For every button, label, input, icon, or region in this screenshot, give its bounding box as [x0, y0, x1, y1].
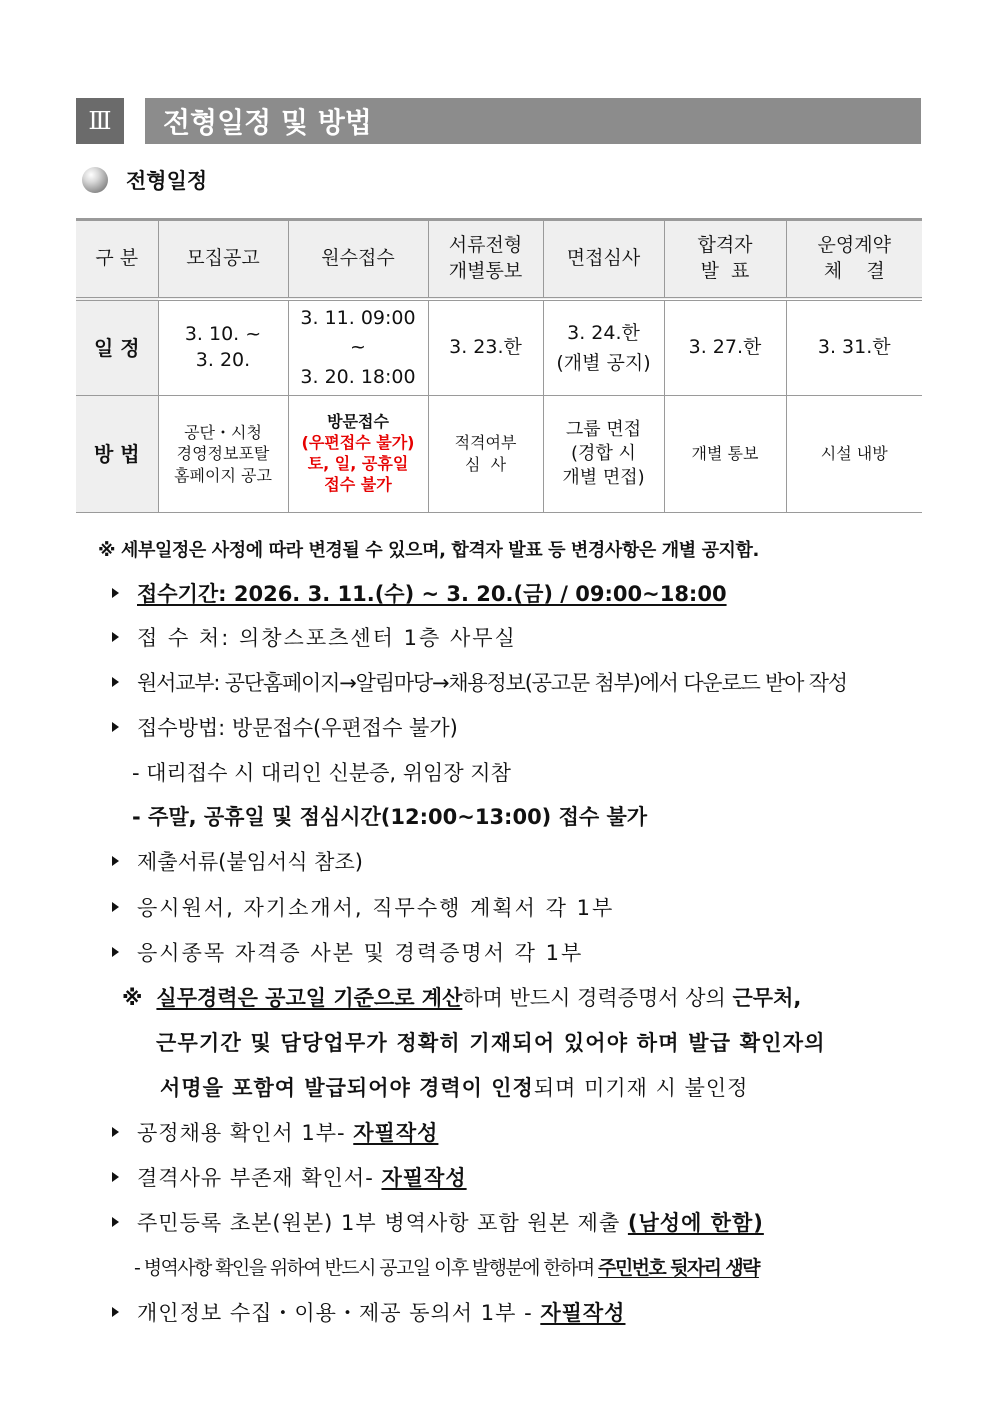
cell-text: 3. 11. 09:00 — [300, 306, 416, 329]
header-document-screening — [428, 220, 543, 300]
note-schedule-change: ※ 세부일정은 사정에 따라 변경될 수 있으며, 합격자 발표 등 변경사항은 개별 공지함. — [98, 540, 759, 561]
note-proxy: - 대리접수 시 대리인 신분증, 위임장 지참 — [132, 761, 511, 785]
note-text: 자필작성 — [381, 1166, 467, 1190]
cell-interview-method — [543, 396, 664, 513]
cell-text: 접수 불가 — [324, 474, 392, 494]
note-text: 공정채용 확인서 1부- — [137, 1121, 354, 1145]
triangle-bullet-icon — [112, 722, 119, 732]
section-number: Ⅲ — [76, 98, 124, 144]
cell-text: 3. 10. ~ — [184, 323, 262, 346]
header-contract-l2: 체 결 — [823, 260, 885, 282]
header-contract-l1: 운영계약 — [817, 234, 891, 257]
note-text: - 병역사항 확인을 위하여 반드시 공고일 이후 발행분에 한하며 — [134, 1257, 599, 1279]
cell-text: 개별 면접) — [562, 467, 645, 489]
triangle-bullet-icon — [112, 1127, 119, 1137]
note-text: 개인정보 수집・이용・제공 동의서 1부 - — [137, 1301, 541, 1325]
cell-application-date — [288, 299, 428, 396]
note-military — [134, 1253, 759, 1280]
header-contract — [786, 220, 922, 300]
cell-interview-date — [543, 299, 664, 396]
note-text: 접수기간: 2026. 3. 11.(수) ~ 3. 20.(금) / 09:00~18:00 — [137, 582, 727, 606]
note-disqualification — [112, 1162, 467, 1192]
cell-text: (개별 공지) — [556, 352, 651, 374]
triangle-bullet-icon — [112, 902, 119, 912]
cell-text: 적격여부 — [454, 433, 517, 453]
cell-text: 심 사 — [464, 455, 507, 474]
note-experience-1 — [122, 982, 801, 1012]
triangle-bullet-icon — [112, 588, 119, 598]
note-application-forms — [112, 892, 614, 922]
note-certificates — [112, 937, 583, 967]
triangle-bullet-icon — [112, 1217, 119, 1227]
note-fair-hiring — [112, 1117, 438, 1147]
note-text: 하며 반드시 경력증명서 상의 — [462, 986, 733, 1010]
subheading-text: 전형일정 — [126, 169, 208, 193]
cell-text: (경합 시 — [571, 442, 636, 464]
note-resident-record — [112, 1207, 764, 1237]
triangle-bullet-icon — [112, 947, 119, 957]
cell-result-method: 개별 통보 — [664, 396, 786, 513]
header-result — [664, 220, 786, 300]
note-privacy-consent — [112, 1297, 625, 1327]
note-text: 접 수 처: 의창스포츠센터 1층 사무실 — [137, 626, 517, 650]
note-documents — [112, 846, 363, 876]
note-text: 되며 미기재 시 불인정 — [533, 1076, 749, 1100]
note-weekend: - 주말, 공휴일 및 점심시간(12:00~13:00) 접수 불가 — [132, 805, 648, 829]
note-form-distribution — [112, 667, 847, 697]
cell-text: 3. 20. 18:00 — [300, 365, 416, 388]
note-text: 응시종목 자격증 사본 및 경력증명서 각 1부 — [137, 941, 584, 965]
note-experience-3 — [160, 1072, 748, 1102]
triangle-bullet-icon — [112, 677, 119, 687]
schedule-table — [76, 218, 922, 513]
table-row-schedule — [76, 299, 922, 396]
note-text: 실무경력은 공고일 기준으로 계산 — [156, 986, 463, 1010]
table-header-row — [76, 220, 922, 300]
header-result-l2: 발 표 — [700, 260, 750, 282]
note-text: 제출서류(붙임서식 참조) — [137, 850, 363, 874]
note-text: 주민번호 뒷자리 생략 — [598, 1257, 759, 1279]
note-text: 결격사유 부존재 확인서- — [137, 1166, 382, 1190]
note-application-method — [112, 712, 458, 742]
note-text: 응시원서, 자기소개서, 직무수행 계획서 각 1부 — [137, 896, 615, 920]
cell-text: ~ — [350, 336, 366, 359]
sphere-bullet-icon — [82, 167, 108, 193]
subheading — [82, 165, 207, 195]
cell-text: 3. 24.한 — [567, 321, 640, 344]
note-text: 원서교부: 공단홈페이지→알림마당→채용정보(공고문 첨부)에서 다운로드 받아 작성 — [137, 671, 847, 695]
triangle-bullet-icon — [112, 632, 119, 642]
section-title: 전형일정 및 방법 — [145, 98, 921, 144]
row-label-schedule: 일 정 — [76, 299, 158, 396]
header-application: 원수접수 — [288, 220, 428, 300]
cell-document-screening-method — [428, 396, 543, 513]
header-category: 구 분 — [76, 220, 158, 300]
note-text: 서명을 포함여 발급되어야 경력이 인정 — [160, 1076, 534, 1100]
cell-announcement-method — [158, 396, 288, 513]
cell-text: 경영정보포탈 — [176, 444, 270, 464]
triangle-bullet-icon — [112, 1172, 119, 1182]
cell-text: (우편접수 불가) — [301, 433, 415, 453]
cell-result-date: 3. 27.한 — [664, 299, 786, 396]
cell-text: 그룹 면접 — [565, 418, 642, 440]
note-text: (남성에 한함) — [627, 1211, 764, 1235]
note-text: 자필작성 — [540, 1301, 626, 1325]
row-label-method: 방 법 — [76, 396, 158, 513]
cell-contract-method: 시설 내방 — [786, 396, 922, 513]
header-document-screening-l2: 개별통보 — [448, 260, 523, 282]
cell-document-screening-date: 3. 23.한 — [428, 299, 543, 396]
cell-text: 홈페이지 공고 — [174, 465, 272, 485]
triangle-bullet-icon — [112, 856, 119, 866]
cell-text: 토, 일, 공휴일 — [307, 454, 409, 473]
header-interview: 면접심사 — [543, 220, 664, 300]
cell-contract-date: 3. 31.한 — [786, 299, 922, 396]
note-experience-2: 근무기간 및 담당업무가 정확히 기재되어 있어야 하며 발급 확인자의 — [156, 1031, 826, 1055]
header-result-l1: 합격자 — [697, 234, 753, 257]
header-announcement: 모집공고 — [158, 220, 288, 300]
note-text: 주민등록 초본(원본) 1부 병역사항 포함 원본 제출 — [137, 1211, 628, 1235]
note-text: 근무처, — [732, 986, 802, 1010]
note-application-place — [112, 622, 517, 652]
cell-announcement-date — [158, 299, 288, 396]
note-mark: ※ — [122, 986, 143, 1010]
cell-text: 공단・시청 — [184, 422, 262, 442]
note-application-period — [112, 578, 727, 608]
header-document-screening-l1: 서류전형 — [448, 234, 523, 257]
triangle-bullet-icon — [112, 1307, 119, 1317]
table-row-method — [76, 396, 922, 513]
cell-text: 방문접수 — [327, 412, 389, 432]
note-text: 접수방법: 방문접수(우편접수 불가) — [137, 716, 458, 740]
cell-application-method — [288, 396, 428, 513]
cell-text: 3. 20. — [195, 349, 251, 371]
note-text: 자필작성 — [353, 1121, 439, 1145]
